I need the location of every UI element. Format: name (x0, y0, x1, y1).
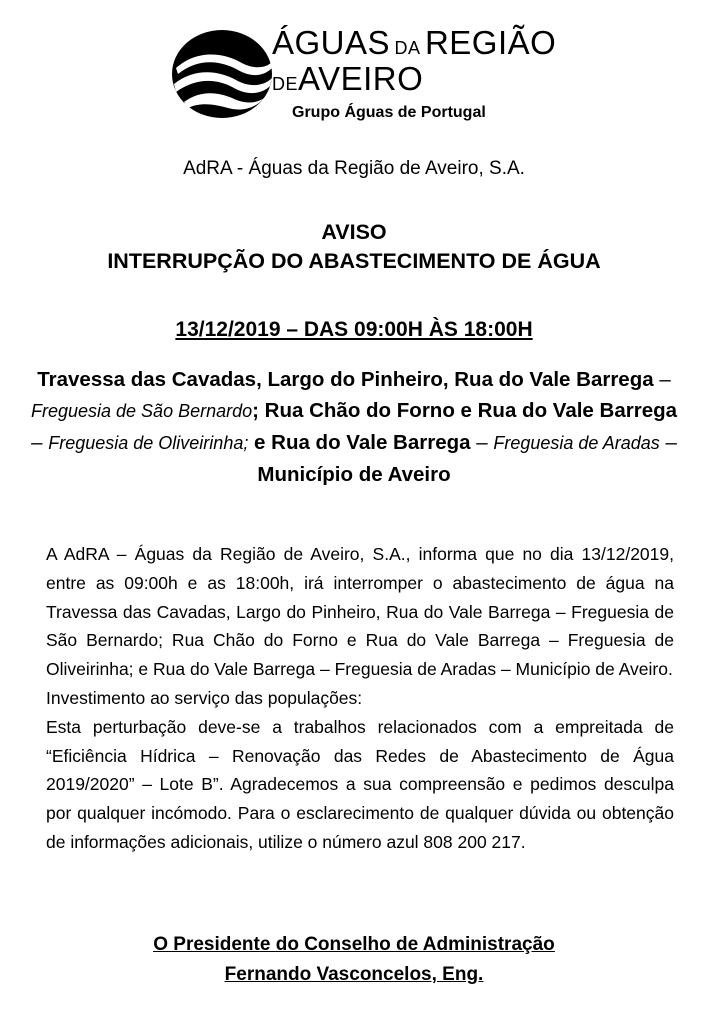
logo-word-aguas: ÁGUAS (272, 24, 391, 61)
notice-date: 13/12/2019 – DAS 09:00H ÀS 18:00H (175, 318, 533, 341)
notice-body (46, 540, 674, 857)
parish-2: Freguesia de Oliveirinha; (48, 433, 249, 453)
body-paragraph-1: A AdRA – Águas da Região de Aveiro, S.A., informa que no dia 13/12/2019, entre as 09:00h e as 18:00h, irá interromper o abastecimento de água na Travessa das Cavadas, Largo do Pinheiro, Rua do Vale Barrega – Freguesia de São Bernardo; Rua Chão do Forno e Rua do Vale Barrega – Freguesia de Oliveirinha; e Rua do Vale Barrega – Freguesia de Aradas – Município de Aveiro. (46, 544, 674, 680)
logo-title-line2 (272, 62, 423, 95)
signature-role: O Presidente do Conselho de Administração (153, 934, 555, 955)
body-heading: Investimento ao serviço das populações: (46, 687, 363, 708)
company-logo (170, 20, 557, 130)
logo-group-name: Grupo Águas de Portugal (292, 104, 486, 121)
municipality: Município de Aveiro (257, 463, 451, 486)
streets-part-2: ; Rua Chão do Forno e Rua do Vale Barrega (252, 399, 678, 422)
signature-name: Fernando Vasconcelos, Eng. (224, 964, 484, 985)
streets-part-1: Travessa das Cavadas, Largo do Pinheiro, Rua do Vale Barrega (37, 368, 654, 391)
logo-word-de: DE (272, 74, 299, 94)
company-name: AdRA - Águas da Região de Aveiro, S.A. (183, 158, 525, 179)
affected-streets (28, 364, 680, 490)
parish-3: Freguesia de Aradas (493, 433, 660, 453)
body-paragraph-2: Esta perturbação deve-se a trabalhos relacionados com a empreitada de “Eficiência Hídrica – Renovação das Redes de Abastecimento de Água 2019/2020” – Lote B”. Agradecemos a sua compreensão e pedimos desculpa por qualquer incómodo. Para o esclarecimento de qualquer dúvida ou obtenção de informações adicionais, utilize o número azul 808 200 217. (46, 716, 674, 852)
logo-word-regiao: REGIÃO (424, 24, 557, 61)
streets-dash-1: – (653, 368, 671, 391)
parish-1: Freguesia de São Bernardo (30, 401, 253, 421)
signature-block (0, 930, 708, 990)
notice-title-aviso: AVISO (321, 220, 387, 244)
notice-title-subject: INTERRUPÇÃO DO ABASTECIMENTO DE ÁGUA (107, 249, 601, 273)
logo-word-aveiro: AVEIRO (298, 60, 424, 97)
streets-part-3: e Rua do Vale Barrega (248, 431, 471, 454)
streets-dash-2: – (31, 431, 49, 454)
logo-word-da: DA (394, 38, 421, 58)
wave-globe-icon (170, 28, 274, 120)
streets-dash-3: – (470, 431, 494, 454)
streets-dash-4: – (659, 431, 677, 454)
logo-title-line1 (272, 26, 556, 59)
notice-title (0, 218, 708, 276)
